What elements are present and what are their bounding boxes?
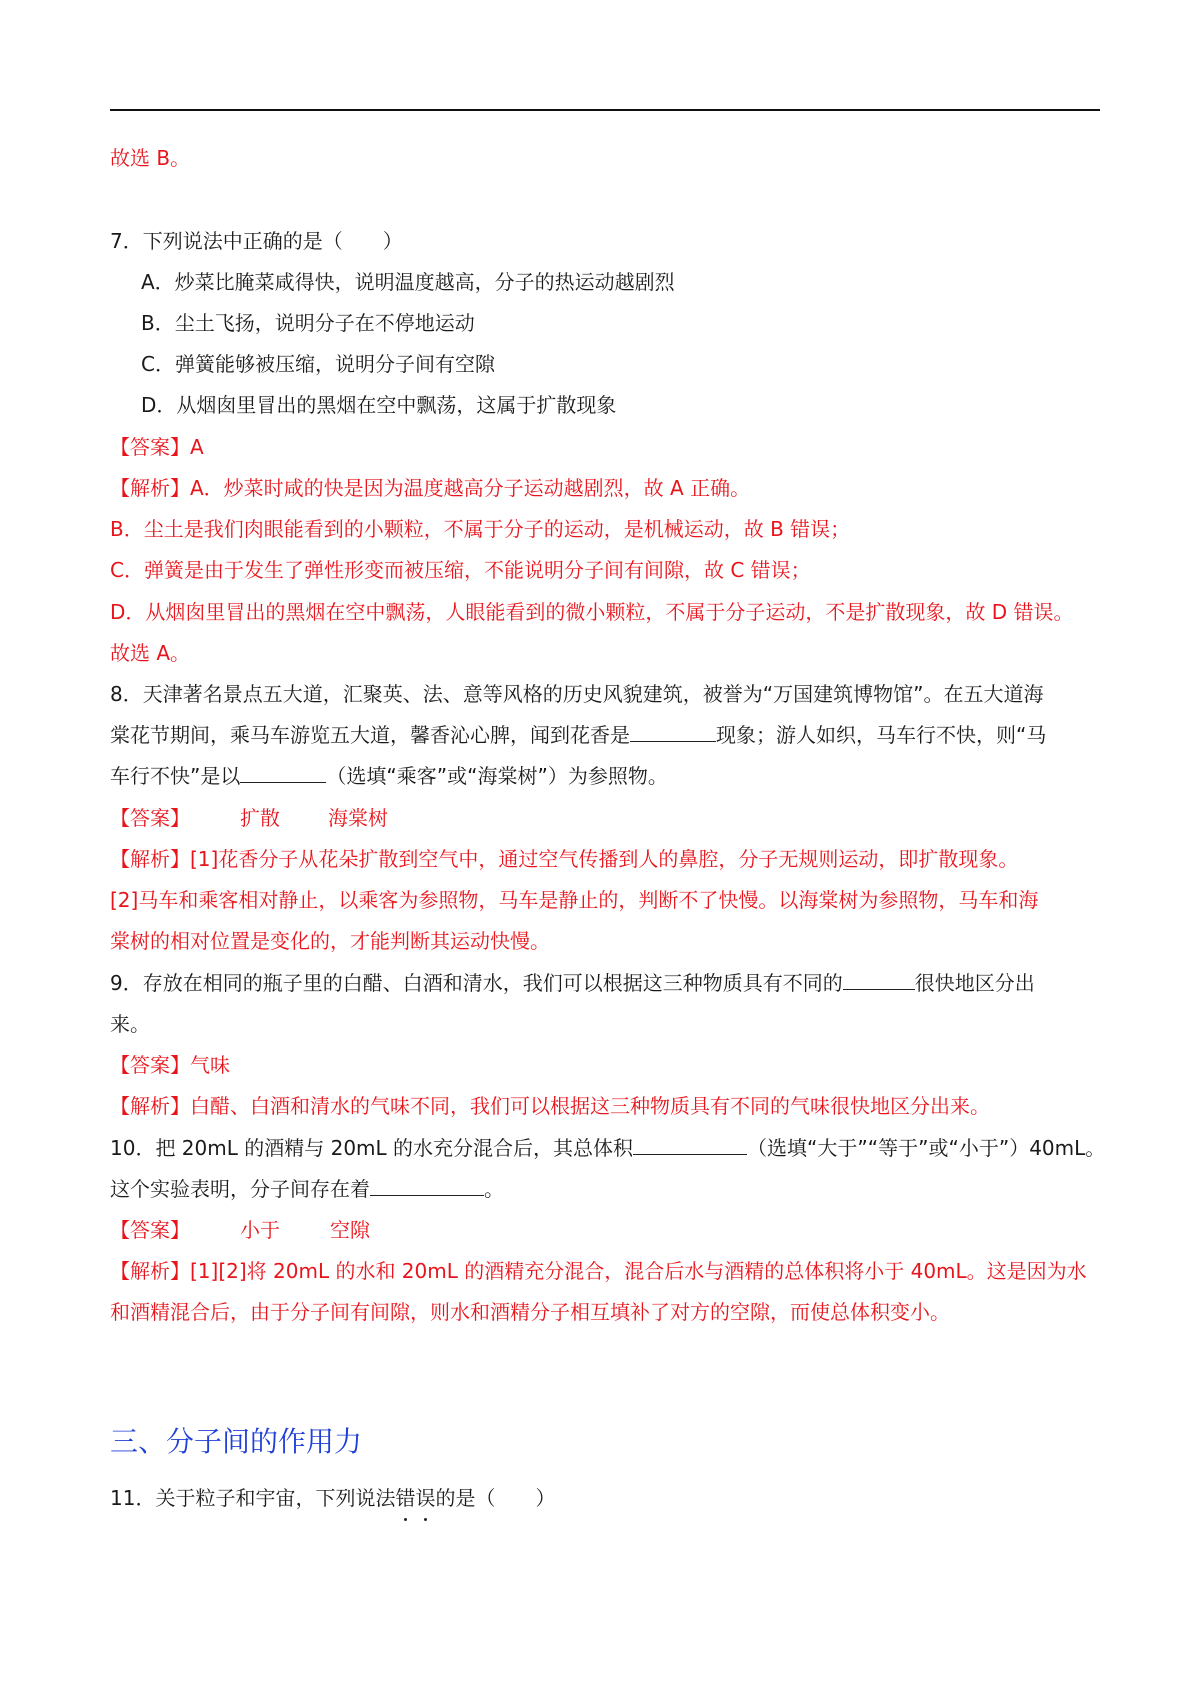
q8-line-3-text-b: （选填“乘客”或“海棠树”）为参照物。 [326, 764, 668, 788]
q7-stem: 7．下列说法中正确的是（ ） [110, 229, 403, 253]
fill-blank [370, 1177, 484, 1196]
q10-line-1 [110, 1134, 1105, 1162]
q9-line-2: 来。 [110, 1012, 150, 1036]
answer-label: 【答案】 [110, 435, 190, 459]
q9-answer-value: 气味 [190, 1053, 230, 1077]
q10-line-2-text-a: 这个实验表明，分子间存在着 [110, 1177, 370, 1201]
q9-line-1 [110, 969, 1035, 997]
q10-line-2 [110, 1175, 504, 1203]
q7-analysis-3: C．弹簧是由于发生了弹性形变而被压缩，不能说明分子间有间隙，故 C 错误； [110, 558, 811, 582]
prev-conclusion: 故选 B。 [110, 146, 191, 170]
q10-line-1-text-b: （选填“大于”“等于”或“小于”）40mL。 [747, 1136, 1106, 1160]
answer-label: 【答案】 [110, 1218, 190, 1242]
q8-analysis-text-1: [1]花香分子从花朵扩散到空气中，通过空气传播到人的鼻腔，分子无规则运动，即扩散现象。 [190, 847, 1019, 871]
q8-line-3-text-a: 车行不快”是以 [110, 764, 241, 788]
q7-option-d: D．从烟囱里冒出的黑烟在空中飘荡，这属于扩散现象 [141, 393, 617, 417]
header-rule [110, 109, 1100, 111]
q7-analysis-4: D．从烟囱里冒出的黑烟在空中飘荡，人眼能看到的微小颗粒，不属于分子运动，不是扩散现象，故 D 错误。 [110, 600, 1074, 624]
q10-analysis-1 [110, 1257, 1087, 1285]
q8-answer-1: 扩散 [240, 806, 280, 830]
q8-line-2-text-b: 现象；游人如织，马车行不快，则“马 [716, 723, 1047, 747]
q8-line-2 [110, 721, 1046, 749]
q10-analysis-text-1: [1][2]将 20mL 的水和 20mL 的酒精充分混合，混合后水与酒精的总体积将小于 40mL。这是因为水 [190, 1259, 1087, 1283]
q7-analysis-5: 故选 A。 [110, 641, 191, 665]
q7-analysis-2: B．尘土是我们肉眼能看到的小颗粒，不属于分子的运动，是机械运动，故 B 错误； [110, 517, 851, 541]
q11-emphasis-char-1: 错 [395, 1486, 416, 1510]
fill-blank [843, 971, 915, 990]
q7-analysis-1 [110, 474, 750, 502]
q10-analysis-2: 和酒精混合后，由于分子间有间隙，则水和酒精分子相互填补了对方的空隙，而使总体积变小。 [110, 1300, 950, 1324]
q7-option-c: C．弹簧能够被压缩，说明分子间有空隙 [141, 352, 495, 376]
analysis-label: 【解析】 [110, 476, 190, 500]
fill-blank [240, 764, 326, 783]
q7-option-a: A．炒菜比腌菜咸得快，说明温度越高，分子的热运动越剧烈 [141, 270, 675, 294]
q9-line-1-text-b: 很快地区分出 [914, 971, 1035, 995]
q7-answer-value: A [190, 435, 204, 459]
analysis-label: 【解析】 [110, 1259, 190, 1283]
q9-analysis [110, 1092, 990, 1120]
q11-stem-text-b: 的是（ ） [435, 1486, 556, 1510]
q8-line-1: 8．天津著名景点五大道，汇聚英、法、意等风格的历史风貌建筑，被誉为“万国建筑博物馆”。在五大道海 [110, 682, 1044, 706]
q9-answer [110, 1051, 230, 1079]
q7-answer [110, 433, 204, 461]
analysis-label: 【解析】 [110, 1094, 190, 1118]
q10-answer-1: 小于 [240, 1218, 280, 1242]
q10-answer [110, 1216, 370, 1244]
q9-line-1-text-a: 9．存放在相同的瓶子里的白醋、白酒和清水，我们可以根据这三种物质具有不同的 [110, 971, 843, 995]
section-heading: 三、分子间的作用力 [110, 1425, 363, 1458]
q8-answer-2: 海棠树 [328, 806, 388, 830]
q8-line-2-text-a: 棠花节期间，乘马车游览五大道，馨香沁心脾，闻到花香是 [110, 723, 630, 747]
q11-stem-text-a: 11．关于粒子和宇宙，下列说法 [110, 1486, 396, 1510]
analysis-label: 【解析】 [110, 847, 190, 871]
q8-analysis-3: 棠树的相对位置是变化的，才能判断其运动快慢。 [110, 929, 550, 953]
fill-blank [630, 723, 716, 742]
answer-label: 【答案】 [110, 806, 190, 830]
q8-analysis-1 [110, 845, 1018, 873]
q10-line-1-text-a: 10．把 20mL 的酒精与 20mL 的水充分混合后，其总体积 [110, 1136, 634, 1160]
q10-line-2-text-b: 。 [484, 1177, 504, 1201]
q8-line-3 [110, 762, 668, 790]
q11-stem [110, 1484, 555, 1512]
fill-blank [633, 1136, 747, 1155]
q7-analysis-text-1: A．炒菜时咸的快是因为温度越高分子运动越剧烈，故 A 正确。 [190, 476, 751, 500]
q7-option-b: B．尘土飞扬，说明分子在不停地运动 [141, 311, 475, 335]
q9-analysis-text: 白醋、白酒和清水的气味不同，我们可以根据这三种物质具有不同的气味很快地区分出来。 [190, 1094, 990, 1118]
q8-answer [110, 804, 388, 832]
q8-analysis-2: [2]马车和乘客相对静止，以乘客为参照物，马车是静止的，判断不了快慢。以海棠树为参照物，马车和海 [110, 888, 1039, 912]
answer-label: 【答案】 [110, 1053, 190, 1077]
q11-emphasis-char-2: 误 [415, 1486, 436, 1510]
q10-answer-2: 空隙 [330, 1218, 370, 1242]
